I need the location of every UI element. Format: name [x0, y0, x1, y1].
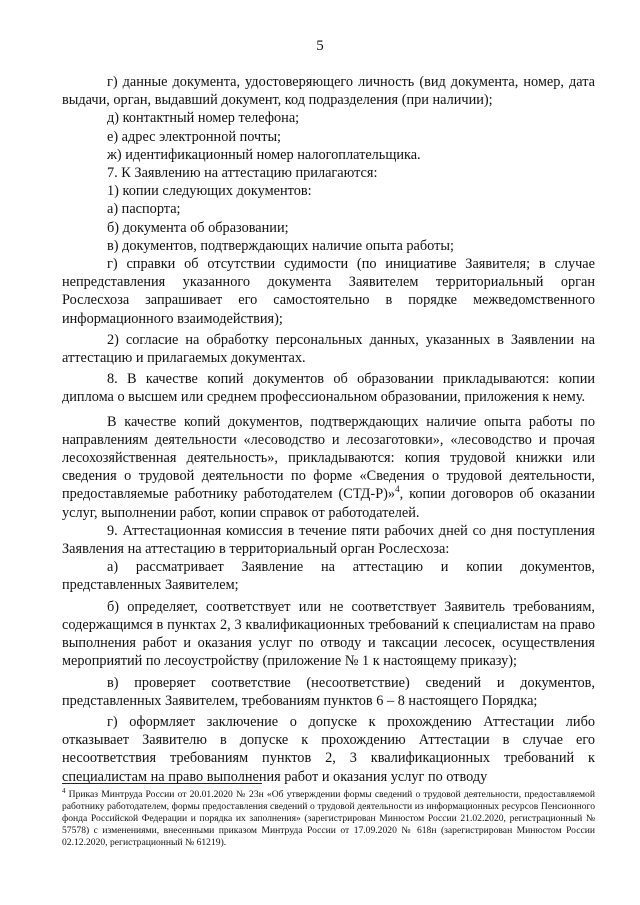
paragraph-experience-text-before: В качестве копий документов, подтверждающих наличие опыта работы по направлениям деятельности «лесоводство и лесозаготовки», «лесоводство и прочая лесохозяйственная деятельность», прикладываются: копия трудовой книжки или сведения о трудовой деятельности по форме «Сведения о трудовой деятельности, предоставляемые работнику работодателем (СТД-Р)»: [62, 413, 595, 503]
paragraph-inn: ж) идентификационный номер налогоплательщика.: [107, 146, 421, 163]
paragraph-item-9: 9. Аттестационная комиссия в течение пяти рабочих дней со дня поступления Заявления на аттестацию в территориальный орган Рослесхоза:: [62, 522, 595, 558]
paragraph-verify: в) проверяет соответствие (несоответствие) сведений и документов, представленных Заявителем, требованиям пунктов 6 – 8 настоящего Порядка;: [62, 674, 595, 709]
paragraph-criminal-record: г) справки об отсутствии судимости (по инициативе Заявителя; в случае непредставления указанного документа Заявителем территориальный орган Рослесхоза запрашивает его самостоятельно в порядке межведомственного информационного взаимодействия);: [62, 256, 595, 327]
paragraph-item-7: 7. К Заявлению на аттестацию прилагаются:: [107, 165, 378, 182]
paragraph-experience-text-after: , копии договоров об оказании услуг, выполнении работ, копии справок от работодателей.: [62, 486, 595, 521]
paragraph-conclusion: г) оформляет заключение о допуске к прохождению Аттестации либо отказывает Заявителю в допуске к прохождению Аттестации в случае его несоответствия требованиям пунктов 2, 3 квалификационных требований к специалистам на право выполнения работ и оказания услуг по отводу: [62, 713, 595, 785]
paragraph-determine: б) определяет, соответствует или не соответствует Заявитель требованиям, содержащимся в пунктах 2, 3 квалификационных требований к специалистам на право выполнения работ и оказания услуг по отводу и таксации лесосек, осуществления мероприятий по лесоустройству (приложение № 1 к настоящему приказу);: [62, 598, 595, 670]
footnote-divider: [62, 783, 262, 784]
document-body: [62, 73, 595, 786]
footnote-reference: 4: [395, 484, 400, 495]
paragraph-review: а) рассматривает Заявление на аттестацию и копии документов, представленных Заявителем;: [62, 559, 595, 594]
footnote-mark: 4: [62, 786, 66, 795]
footnote: [62, 786, 595, 849]
paragraph-email: е) адрес электронной почты;: [107, 128, 282, 145]
footnote-text: Приказ Минтруда России от 20.01.2020 № 23н «Об утверждении формы сведений о трудовой деятельности, предоставляемой работнику работодателем, формы предоставления сведений о трудовой деятельности из информационных ресурсов Пенсионного фонда Российской Федерации и порядка их заполнения» (зарегистрирован Минюстом России 21.02.2020, регистрационный № 57578) с изменениями, внесенными приказом Минтруда России от 17.09.2020 № 618н (зарегистрирован Минюстом России 02.12.2020, регистрационный № 61219).: [62, 789, 595, 848]
paragraph-passport: а) паспорта;: [107, 201, 181, 218]
paragraph-copies: 1) копии следующих документов:: [107, 183, 312, 200]
page-number: 5: [316, 38, 324, 54]
paragraph-consent: 2) согласие на обработку персональных данных, указанных в Заявлении на аттестацию и прилагаемых документах.: [62, 331, 595, 367]
paragraph-id-document: г) данные документа, удостоверяющего личность (вид документа, номер, дата выдачи, орган, выдавший документ, код подразделения (при наличии);: [62, 74, 595, 109]
paragraph-phone: д) контактный номер телефона;: [107, 110, 300, 127]
paragraph-experience-docs: в) документов, подтверждающих наличие опыта работы;: [107, 237, 454, 254]
paragraph-experience-copies: [62, 413, 595, 522]
paragraph-education-doc: б) документа об образовании;: [107, 219, 289, 236]
paragraph-item-8: 8. В качестве копий документов об образовании прикладываются: копии диплома о высшем или среднем профессиональном образовании, приложения к нему.: [62, 371, 595, 406]
